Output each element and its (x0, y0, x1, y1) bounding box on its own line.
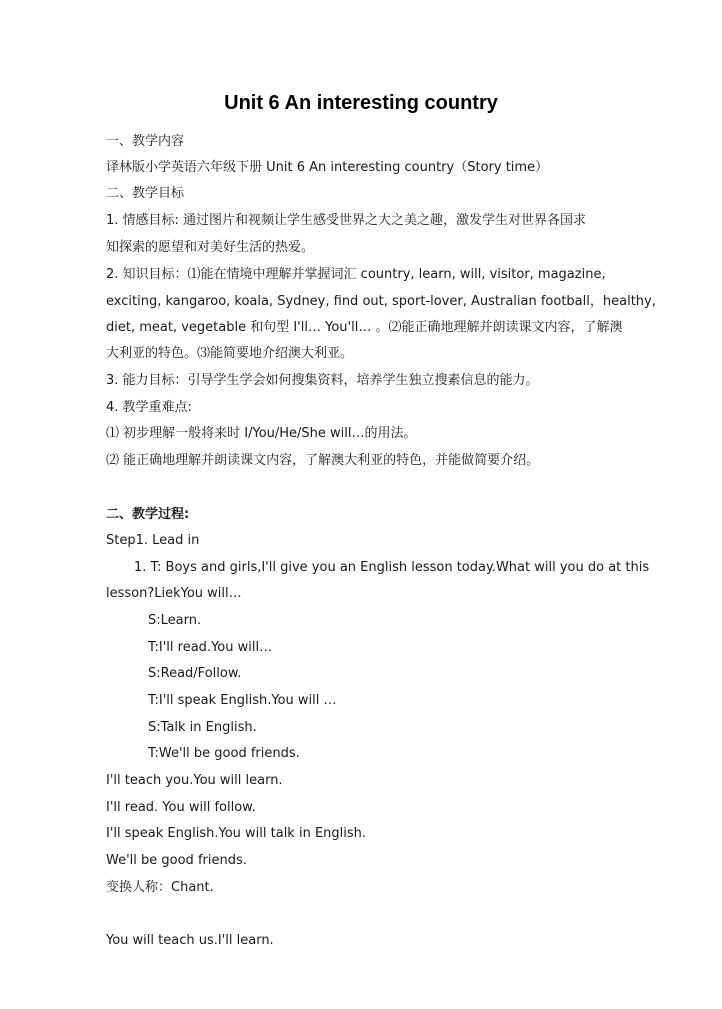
content-heading: 一、教学内容 (106, 134, 185, 149)
dialogue-line: T:We'll be good friends. (148, 746, 300, 761)
dialogue-line: S:Read/Follow. (148, 666, 242, 681)
document-title: Unit 6 An interesting country (224, 92, 498, 114)
intro-line: 1. T: Boys and girls,I'll give you an English lesson today.What will you do at this (134, 560, 650, 575)
summary-line: I'll teach you.You will learn. (106, 773, 283, 788)
summary-line: I'll read. You will follow. (106, 800, 256, 815)
dialogue-line: T:I'll read.You will… (148, 640, 273, 655)
chant-line: 变换人称：Chant. (106, 880, 214, 895)
step1-heading: Step1. Lead in (106, 533, 200, 548)
goals-heading: 二、教学目标 (106, 186, 185, 201)
knowledge-goal-line: exciting, kangaroo, koala, Sydney, find out, sport-lover, Australian football，healthy, (106, 294, 656, 309)
emotion-goal-line: 知探索的愿望和对美好生活的热爱。 (106, 240, 315, 255)
knowledge-goal-line: 2. 知识目标：⑴能在情境中理解并掌握词汇 country, learn, will, visitor, magazine, (106, 267, 606, 282)
intro-line: lesson?LiekYou will… (106, 586, 242, 601)
last-line: You will teach us.I'll learn. (106, 933, 274, 948)
key-points-heading: 4. 教学重难点: (106, 400, 192, 415)
dialogue-line: S:Learn. (148, 613, 202, 628)
dialogue-line: S:Talk in English. (148, 720, 257, 735)
content-text: 译林版小学英语六年级下册 Unit 6 An interesting country（Story time） (106, 160, 549, 175)
knowledge-goal-line: diet, meat, vegetable 和句型 I'll… You'll… 。⑵能正确地理解并朗读课文内容，了解澳 (106, 320, 623, 335)
process-heading: 二、教学过程: (106, 507, 190, 522)
dialogue-line: T:I'll speak English.You will … (148, 693, 337, 708)
summary-line: We'll be good friends. (106, 853, 247, 868)
knowledge-goal-line: 大利亚的特色。⑶能简要地介绍澳大利亚。 (106, 346, 354, 361)
summary-line: I'll speak English.You will talk in English. (106, 826, 367, 841)
key-point-item: ⑵ 能正确地理解并朗读课文内容，了解澳大利亚的特色，并能做简要介绍。 (106, 453, 540, 468)
ability-goal: 3. 能力目标：引导学生学会如何搜集资料，培养学生独立搜素信息的能力。 (106, 373, 539, 388)
key-point-item: ⑴ 初步理解一般将来时 I/You/He/She will…的用法。 (106, 426, 417, 441)
emotion-goal-line: 1. 情感目标: 通过图片和视频让学生感受世界之大之美之趣，激发学生对世界各国求 (106, 213, 587, 228)
